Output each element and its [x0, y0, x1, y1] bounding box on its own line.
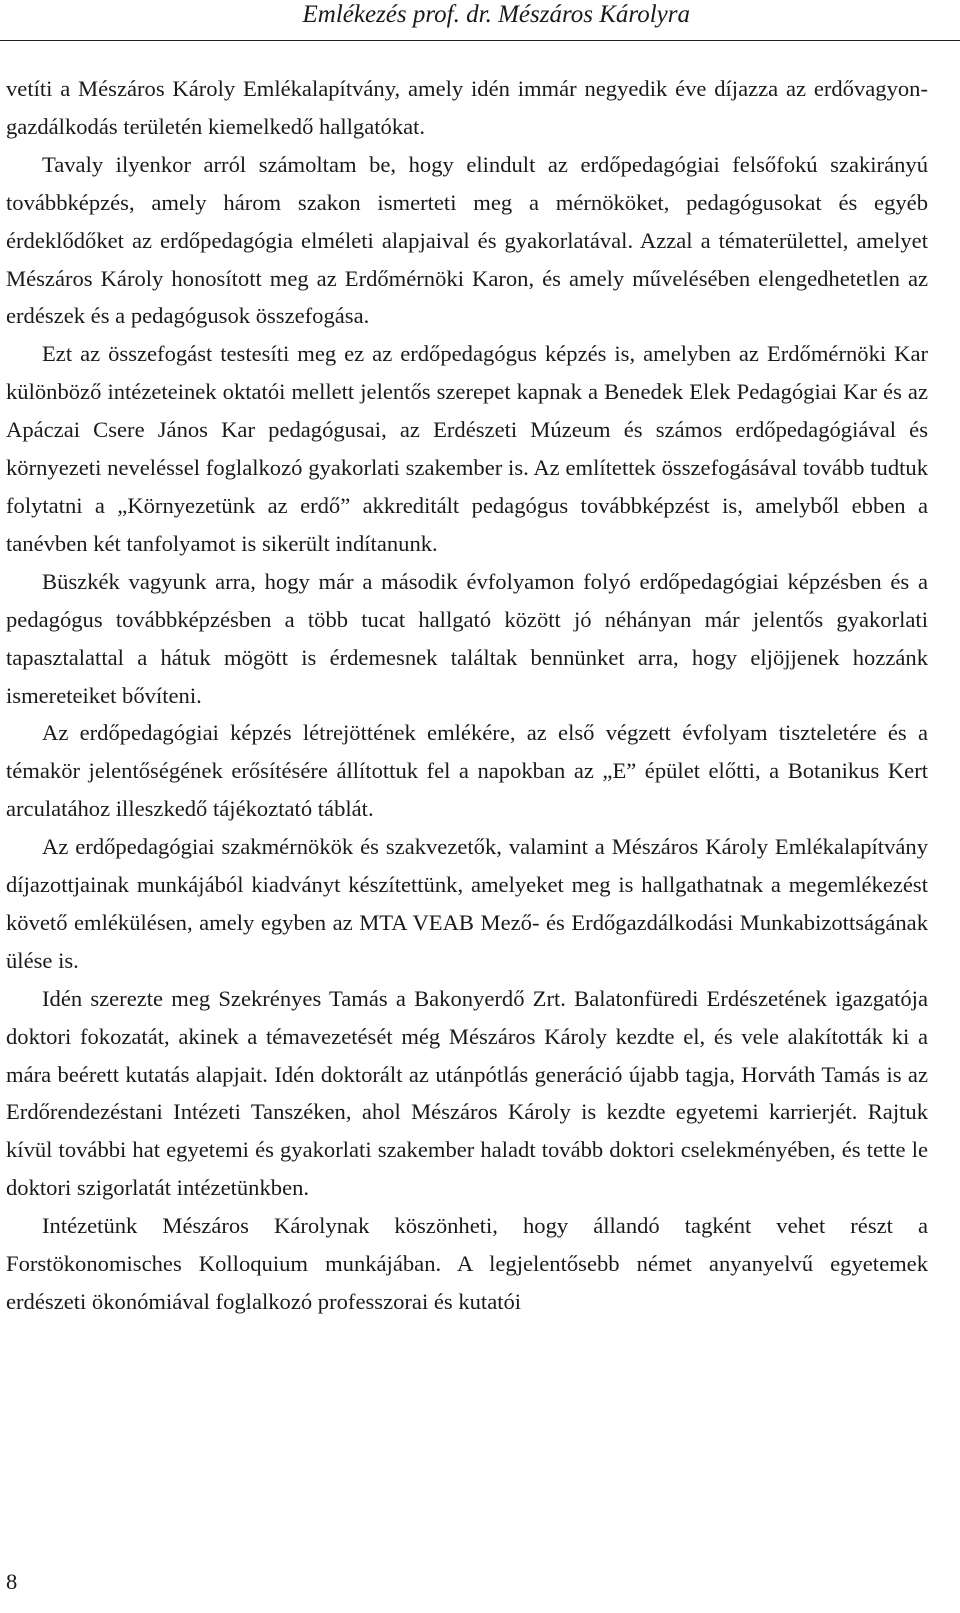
body-text — [6, 70, 928, 1321]
paragraph-continuation: vetíti a Mészáros Károly Emlékalapítvány, amely idén immár negyedik éve díjazza az erdővagyon-gazdálkodás területén kiemelkedő hallgatókat. — [6, 76, 928, 139]
running-head-title: Emlékezés prof. dr. Mészáros Károlyra — [302, 1, 690, 28]
paragraph-continuing-education: Tavaly ilyenkor arról számoltam be, hogy elindult az erdőpedagógiai felsőfokú szakirányú továbbképzés, amely három szakon ismerteti meg a mérnököket, pedagógusokat és egyéb érdeklődőket az erdőpedagógia elméleti alapjaival és gyakorlatával. Azzal a tématerülettel, amelyet Mészáros Károly honosított meg az Erdőmérnöki Karon, és amely művelésében elengedhetetlen az erdészek és a pedagógusok összefogása. — [6, 151, 928, 329]
running-head — [0, 0, 960, 41]
paragraph-cooperation: Ezt az összefogást testesíti meg ez az erdőpedagógus képzés is, amelyben az Erdőmérnöki Kar különböző intézeteinek oktatói mellett jelentős szerepet kapnak a Benedek Elek Pedagógiai Kar és az Apáczai Csere János Kar pedagógusai, az Erdészeti Múzeum és számos erdőpedagógiával és környezeti neveléssel foglalkozó gyakorlati szakember is. Az említettek összefogásával tovább tudtuk folytatni a „Környezetünk az erdő” akkreditált pedagógus továbbképzést is, amelyből ebben a tanévben két tanfolyamot is sikerült indítanunk. — [6, 341, 928, 556]
paragraph-doctorates: Idén szerezte meg Szekrényes Tamás a Bakonyerdő Zrt. Balatonfüredi Erdészetének igazgatója doktori fokozatát, akinek a témavezetését még Mészáros Károly kezdte el, és vele alakították ki a mára beérett kutatás alapjait. Idén doktorált az utánpótlás generáció újabb tagja, Horváth Tamás is az Erdőrendezéstani Intézeti Tanszéken, ahol Mészáros Károly is kezdte egyetemi karrierjét. Rajtuk kívül további hat egyetemi és gyakorlati szakember haladt tovább doktori cselekményében, és tette le doktori szigorlatát intézetünkben. — [6, 985, 928, 1201]
paragraph-publication: Az erdőpedagógiai szakmérnökök és szakvezetők, valamint a Mészáros Károly Emlékalapítvány díjazottjainak munkájából kiadványt készítettünk, amelyeket meg is hallgathatnak a megemlékezést követő emlékülésen, amely egyben az MTA VEAB Mező- és Erdőgazdálkodási Munkabizottságának ülése is. — [6, 834, 928, 973]
paragraph-pride: Büszkék vagyunk arra, hogy már a második évfolyamon folyó erdőpedagógiai képzésben és a pedagógus továbbképzésben a több tucat hallgató között jó néhányan már jelentős gyakorlati tapasztalattal a hátuk mögött is érdemesnek találtak bennünket arra, hogy eljöjjenek hozzánk ismereteiket bővíteni. — [6, 568, 928, 708]
paragraph-memorial-sign: Az erdőpedagógiai képzés létrejöttének emlékére, az első végzett évfolyam tiszteletére és a témakör jelentőségének erősítésére állítottuk fel a napokban az „E” épület előtti, a Botanikus Kert arculatához illeszkedő tájékoztató táblát. — [6, 720, 928, 822]
paragraph-kolloquium: Intézetünk Mészáros Károlynak köszönheti, hogy állandó tagként vehet részt a Forstökonomisches Kolloquium munkájában. A legjelentősebb német anyanyelvű egyetemek erdészeti ökonómiával foglalkozó professzorai és kutatói — [6, 1213, 928, 1314]
page-number: 8 — [6, 1569, 18, 1594]
